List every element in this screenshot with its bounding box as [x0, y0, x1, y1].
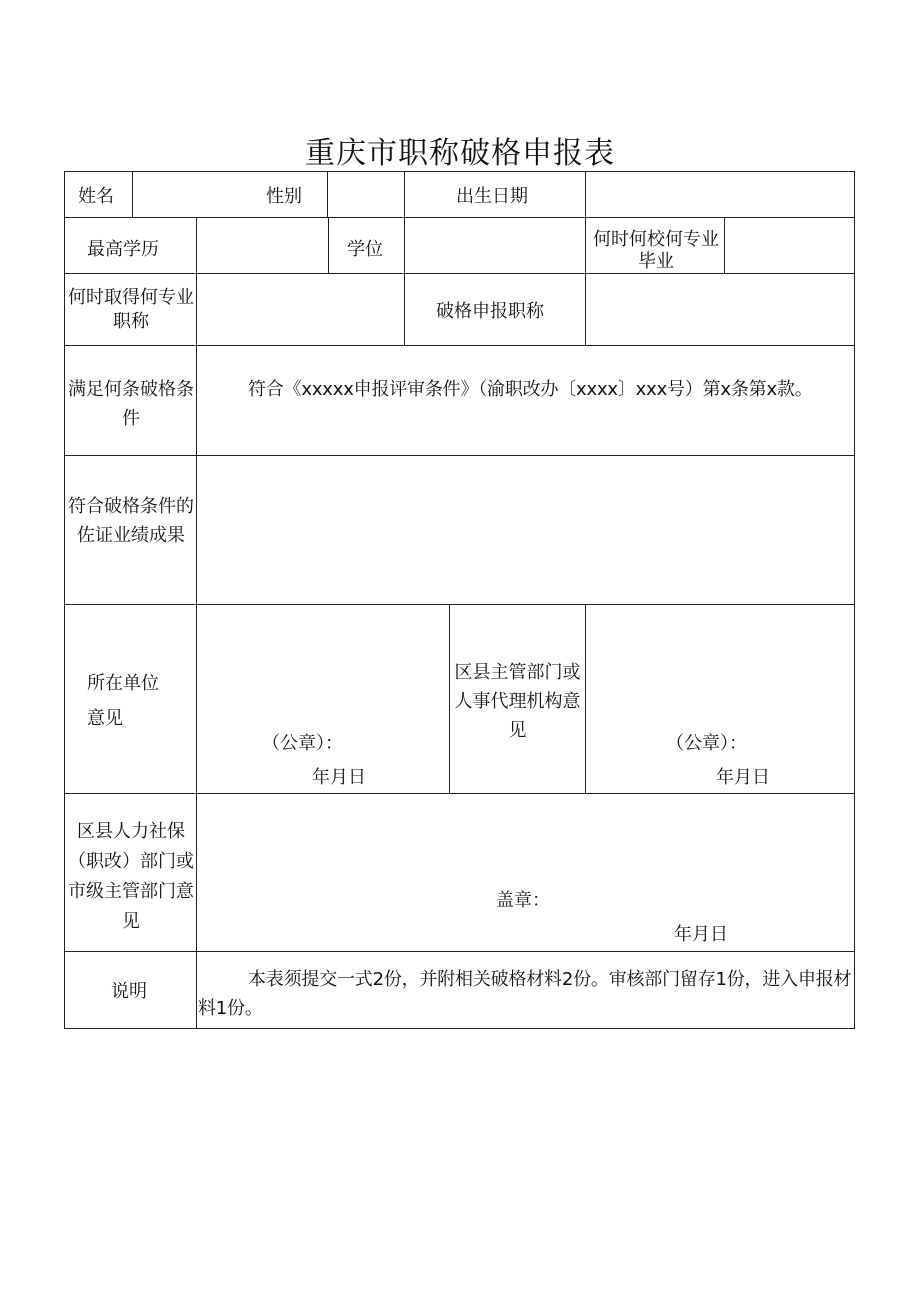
col-divider — [327, 171, 328, 217]
label-unit-opinion-line1: 所在单位 — [87, 673, 159, 694]
col-divider — [724, 217, 725, 273]
label-applied-title: 破格申报职称 — [436, 301, 544, 322]
unit-official-seal: （公章）： — [262, 733, 343, 754]
col-divider — [196, 345, 197, 604]
conditions-text: 符合《xxxxx申报评审条件》（渝职改办〔xxxx〕xxx号）第x条第x款。 — [248, 379, 813, 400]
label-hr-dept-opinion: 区县人力社保（职改）部门或市级主管部门意见 — [68, 821, 194, 932]
hr-stamp: 盖章： — [496, 890, 550, 911]
col-divider — [404, 217, 405, 273]
label-unit-opinion-line2: 意见 — [87, 708, 123, 729]
label-professional-title: 何时取得何专业职称 — [68, 287, 194, 332]
label-conditions: 满足何条破格条件 — [68, 379, 194, 429]
page-title: 重庆市职称破格申报表 — [305, 136, 615, 171]
col-divider — [585, 604, 586, 793]
col-divider — [585, 217, 586, 273]
col-divider — [404, 171, 405, 217]
label-birth-date: 出生日期 — [456, 186, 528, 207]
hr-date: 年月日 — [674, 924, 728, 945]
row-divider — [64, 604, 855, 605]
label-achievements: 符合破格条件的佐证业绩成果 — [68, 496, 194, 546]
notes-text: 本表须提交一式2份，并附相关破格材料2份。审核部门留存1份，进入申报材料1份。 — [198, 969, 852, 1019]
label-highest-education: 最高学历 — [87, 239, 159, 260]
row-divider — [64, 455, 855, 456]
label-degree: 学位 — [347, 239, 383, 260]
label-district-dept-opinion: 区县主管部门或人事代理机构意见 — [454, 662, 581, 741]
unit-date: 年月日 — [312, 767, 366, 788]
row-divider — [64, 273, 855, 274]
label-notes: 说明 — [111, 981, 147, 1002]
col-divider — [196, 273, 197, 345]
col-divider — [404, 273, 405, 345]
row-divider — [64, 951, 855, 952]
label-gender: 性别 — [266, 186, 302, 207]
row-divider — [64, 345, 855, 346]
col-divider — [132, 171, 133, 217]
col-divider — [328, 217, 329, 273]
district-date: 年月日 — [716, 767, 770, 788]
district-official-seal: （公章）： — [666, 733, 747, 754]
row-divider — [64, 217, 855, 218]
col-divider — [585, 171, 586, 217]
col-divider — [196, 604, 197, 793]
col-divider — [585, 273, 586, 345]
col-divider — [196, 793, 197, 1029]
label-name: 姓名 — [78, 186, 114, 207]
col-divider — [196, 217, 197, 273]
label-graduation: 何时何校何专业毕业 — [593, 229, 719, 272]
row-divider — [64, 793, 855, 794]
